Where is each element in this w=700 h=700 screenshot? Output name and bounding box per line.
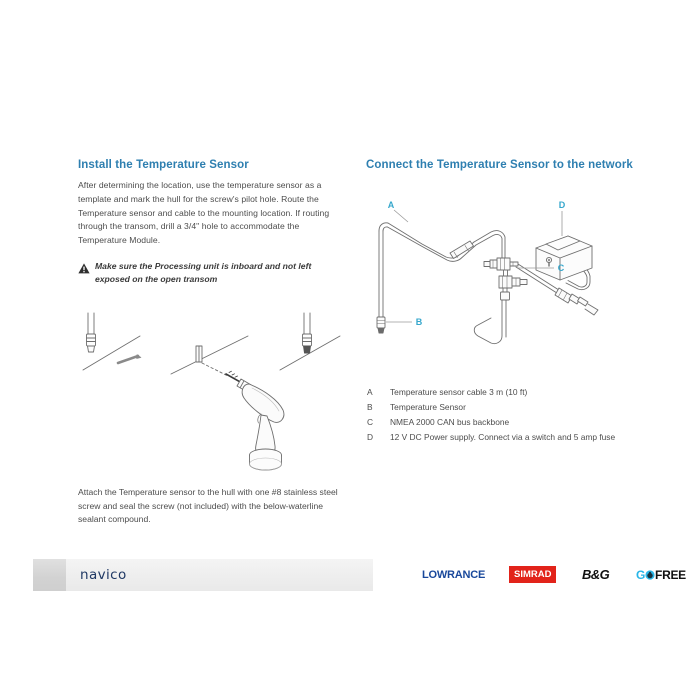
install-section-title: Install the Temperature Sensor (78, 159, 249, 171)
install-caption: Attach the Temperature sensor to the hull with one #8 stainless steel screw and seal the screw (not included) with the below-waterline sealant compound. (78, 487, 338, 525)
lowrance-logo: LOWRANCE (422, 569, 486, 581)
legend-row (367, 431, 637, 445)
legend-key: B (367, 402, 373, 413)
temperature-sensor-network-wiring-diagram (366, 196, 641, 368)
install-section-body: After determining the location, use the temperature sensor as a template and mark the hull for the screw's pilot hole. Route the Temperature sensor and cable to the mounting location. If routing through the transom, drill a 3/4" hole to accommodate the Temperature Module. (78, 180, 330, 245)
navico-logo: navico (80, 567, 127, 583)
callout-letter-c: C (557, 263, 565, 273)
legend-row (367, 401, 637, 415)
legend-value: NMEA 2000 CAN bus backbone (390, 417, 510, 428)
gofree-logo (636, 568, 686, 582)
temperature-sensor-hull-installation-illustration (78, 308, 346, 483)
brand-logo-row (410, 566, 686, 586)
gofree-logo-suffix: FREE (655, 568, 686, 582)
legend-value: Temperature Sensor (390, 402, 466, 413)
wiring-legend (367, 386, 637, 446)
page-footer (0, 552, 700, 598)
callout-letter-b: B (415, 317, 423, 327)
legend-row (367, 386, 637, 400)
warning-note (78, 260, 346, 286)
legend-key: A (367, 387, 373, 397)
content-area (0, 158, 700, 538)
simrad-logo: SIMRAD (509, 566, 556, 583)
gofree-circle-icon (645, 569, 655, 579)
legend-value: Temperature sensor cable 3 m (10 ft) (390, 387, 528, 397)
connect-section-title: Connect the Temperature Sensor to the network (366, 159, 633, 171)
legend-key: C (367, 417, 374, 428)
callout-letter-a: A (387, 200, 395, 210)
bandg-logo: B&G (582, 567, 610, 582)
gofree-logo-prefix: G (636, 568, 646, 582)
left-column (78, 158, 346, 525)
warning-text: Make sure the Processing unit is inboard and not left exposed on the open transom (95, 261, 312, 285)
footer-accent-square (33, 559, 66, 591)
legend-value: 12 V DC Power supply. Connect via a switch and 5 amp fuse (390, 432, 616, 443)
legend-row (367, 416, 637, 430)
right-column (366, 158, 634, 443)
warning-triangle-icon (78, 261, 90, 279)
callout-letter-d: D (558, 200, 566, 210)
legend-key: D (367, 432, 374, 443)
